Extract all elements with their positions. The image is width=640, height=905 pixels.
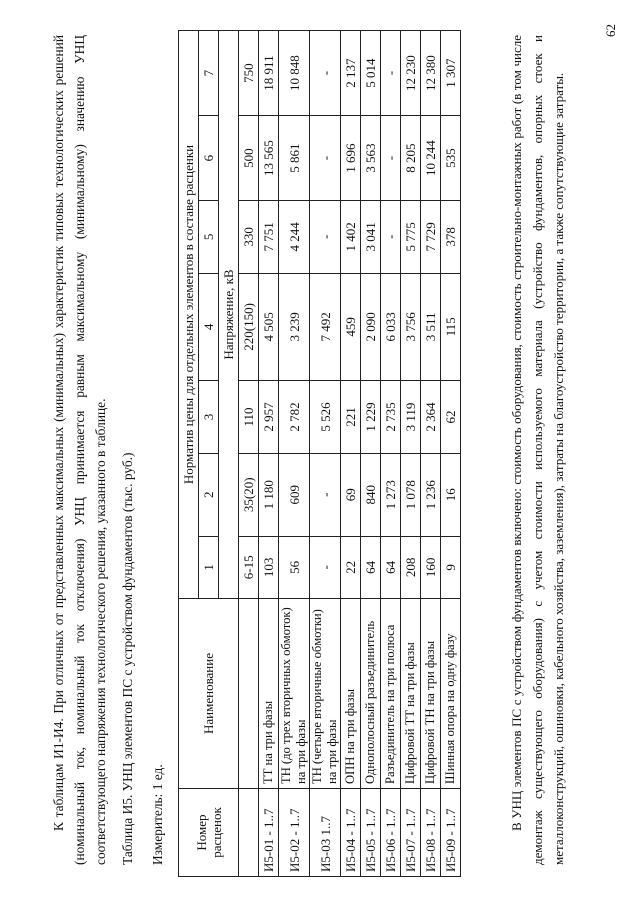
table-row: [341, 31, 361, 877]
price-cell: 3 119: [401, 381, 421, 454]
table-row: [381, 31, 401, 877]
price-cell: -: [381, 116, 401, 201]
price-cell: 5 014: [361, 31, 381, 116]
row-name: ТН (до трех вторичных обмоток) на три фазы: [279, 599, 310, 789]
row-name: Цифровой ТТ на три фазы: [401, 599, 421, 789]
price-cell: 115: [441, 273, 461, 381]
price-cell: 7 492: [310, 273, 341, 381]
price-cell: 208: [401, 536, 421, 598]
price-cell: 69: [341, 453, 361, 536]
price-cell: -: [310, 31, 341, 116]
price-table: [178, 30, 461, 877]
voltage-cell: 220(150): [239, 273, 259, 381]
price-cell: 378: [441, 201, 461, 274]
price-cell: 7 729: [421, 201, 441, 274]
voltage-cell: 35(20): [239, 453, 259, 536]
price-cell: 221: [341, 381, 361, 454]
row-code: И5-07 - 1..7: [401, 789, 421, 877]
table-row: [310, 31, 341, 877]
price-cell: 2 782: [279, 381, 310, 454]
price-cell: 13 565: [259, 116, 279, 201]
row-code: И5-05 - 1..7: [361, 789, 381, 877]
price-cell: 1 078: [401, 453, 421, 536]
price-cell: 3 756: [401, 273, 421, 381]
price-cell: 7 751: [259, 201, 279, 274]
price-cell: 3 511: [421, 273, 441, 381]
price-cell: 160: [421, 536, 441, 598]
price-cell: 1 307: [441, 31, 461, 116]
price-cell: 840: [361, 453, 381, 536]
price-cell: 4 505: [259, 273, 279, 381]
row-code: И5-09 - 1..7: [441, 789, 461, 877]
column-number: 5: [199, 201, 219, 274]
price-cell: 1 180: [259, 453, 279, 536]
price-cell: 2 957: [259, 381, 279, 454]
price-cell: 64: [361, 536, 381, 598]
row-name: Шинная опора на одну фазу: [441, 599, 461, 789]
column-number: 7: [199, 31, 219, 116]
column-number: 1: [199, 536, 219, 598]
price-cell: 1 402: [341, 201, 361, 274]
table-row: [259, 31, 279, 877]
price-cell: 62: [441, 381, 461, 454]
price-cell: 2 364: [421, 381, 441, 454]
row-code: И5-02 - 1..7: [279, 789, 310, 877]
intro-paragraph: К таблицам И1-И4. При отличных от представленных максимальных (минимальных) характеристик типовых технологических решений (номинальный ток, номинальный ток отключения) УНЦ принимается равным максимальному (минимальному) значению УНЦ соответствующего напряжения технологического решения, указанного в таблице.: [51, 35, 108, 865]
price-cell: 609: [279, 453, 310, 536]
price-cell: 10 848: [279, 31, 310, 116]
table-row: [421, 31, 441, 877]
price-cell: 3 563: [361, 116, 381, 201]
price-cell: 3 041: [361, 201, 381, 274]
price-cell: 3 239: [279, 273, 310, 381]
price-cell: -: [310, 536, 341, 598]
price-cell: 103: [259, 536, 279, 598]
price-cell: 64: [381, 536, 401, 598]
price-cell: 459: [341, 273, 361, 381]
table-row: [441, 31, 461, 877]
price-cell: 5 526: [310, 381, 341, 454]
blank-cell: [239, 789, 259, 877]
price-cell: 2 137: [341, 31, 361, 116]
header-group: Норматив цены для отдельных элементов в составе расценки: [179, 31, 199, 599]
unit-of-measure: Измеритель: 1 ед.: [150, 764, 165, 865]
header-name: Наименование: [179, 599, 239, 789]
price-cell: 1 696: [341, 116, 361, 201]
price-cell: -: [381, 201, 401, 274]
voltage-cell: 750: [239, 31, 259, 116]
voltage-row: [239, 31, 259, 877]
row-name: Разъединитель на три полюса: [381, 599, 401, 789]
footer-paragraph: В УНЦ элементов ПС с устройством фундаментов включено: стоимость оборудования, стоимость строительно-монтажных работ (в том числе демонтаж существующего оборудования) с учетом стоимости используемого материала (устройство фундаментов, опорных стоек и металлоконструкций, ошиновки, кабельного хозяйства, заземления), затраты на благоустройство территории, а также сопутствующие затраты.: [509, 35, 566, 865]
table-row: [361, 31, 381, 877]
price-cell: 1 229: [361, 381, 381, 454]
column-number: 6: [199, 116, 219, 201]
row-code: И5-03 1..7: [310, 789, 341, 877]
price-cell: 5 775: [401, 201, 421, 274]
header-code: Номер расценок: [179, 789, 239, 877]
page-number: 62: [603, 24, 618, 37]
price-cell: 22: [341, 536, 361, 598]
price-cell: 2 090: [361, 273, 381, 381]
price-cell: 535: [441, 116, 461, 201]
row-code: И5-01 - 1..7: [259, 789, 279, 877]
price-cell: 12 230: [401, 31, 421, 116]
price-cell: 12 380: [421, 31, 441, 116]
price-cell: 56: [279, 536, 310, 598]
row-name: ТН (четыре вторичные обмотки) на три фазы: [310, 599, 341, 789]
price-cell: -: [310, 453, 341, 536]
price-cell: -: [381, 31, 401, 116]
voltage-cell: 330: [239, 201, 259, 274]
price-cell: 9: [441, 536, 461, 598]
table-caption: Таблица И5. УНЦ элементов ПС с устройством фундаментов (тыс. руб.): [120, 452, 135, 865]
voltage-cell: 110: [239, 381, 259, 454]
voltage-label: Напряжение, кВ: [219, 31, 239, 599]
price-cell: 1 273: [381, 453, 401, 536]
row-name: ТТ на три фазы: [259, 599, 279, 789]
table-row: [279, 31, 310, 877]
column-number: 3: [199, 381, 219, 454]
blank-cell: [239, 599, 259, 789]
price-cell: 4 244: [279, 201, 310, 274]
price-cell: 2 735: [381, 381, 401, 454]
voltage-cell: 500: [239, 116, 259, 201]
voltage-cell: 6-15: [239, 536, 259, 598]
column-number: 2: [199, 453, 219, 536]
price-cell: 1 236: [421, 453, 441, 536]
price-cell: 8 205: [401, 116, 421, 201]
price-cell: -: [310, 116, 341, 201]
price-cell: 5 861: [279, 116, 310, 201]
price-cell: 18 911: [259, 31, 279, 116]
row-name: Цифровой ТН на три фазы: [421, 599, 441, 789]
column-number: 4: [199, 273, 219, 381]
price-cell: 6 033: [381, 273, 401, 381]
row-name: Однополосный разъединитель: [361, 599, 381, 789]
row-name: ОПН на три фазы: [341, 599, 361, 789]
row-code: И5-06 - 1..7: [381, 789, 401, 877]
table-row: [401, 31, 421, 877]
row-code: И5-08 - 1..7: [421, 789, 441, 877]
price-cell: -: [310, 201, 341, 274]
row-code: И5-04 - 1..7: [341, 789, 361, 877]
price-cell: 10 244: [421, 116, 441, 201]
price-cell: 16: [441, 453, 461, 536]
